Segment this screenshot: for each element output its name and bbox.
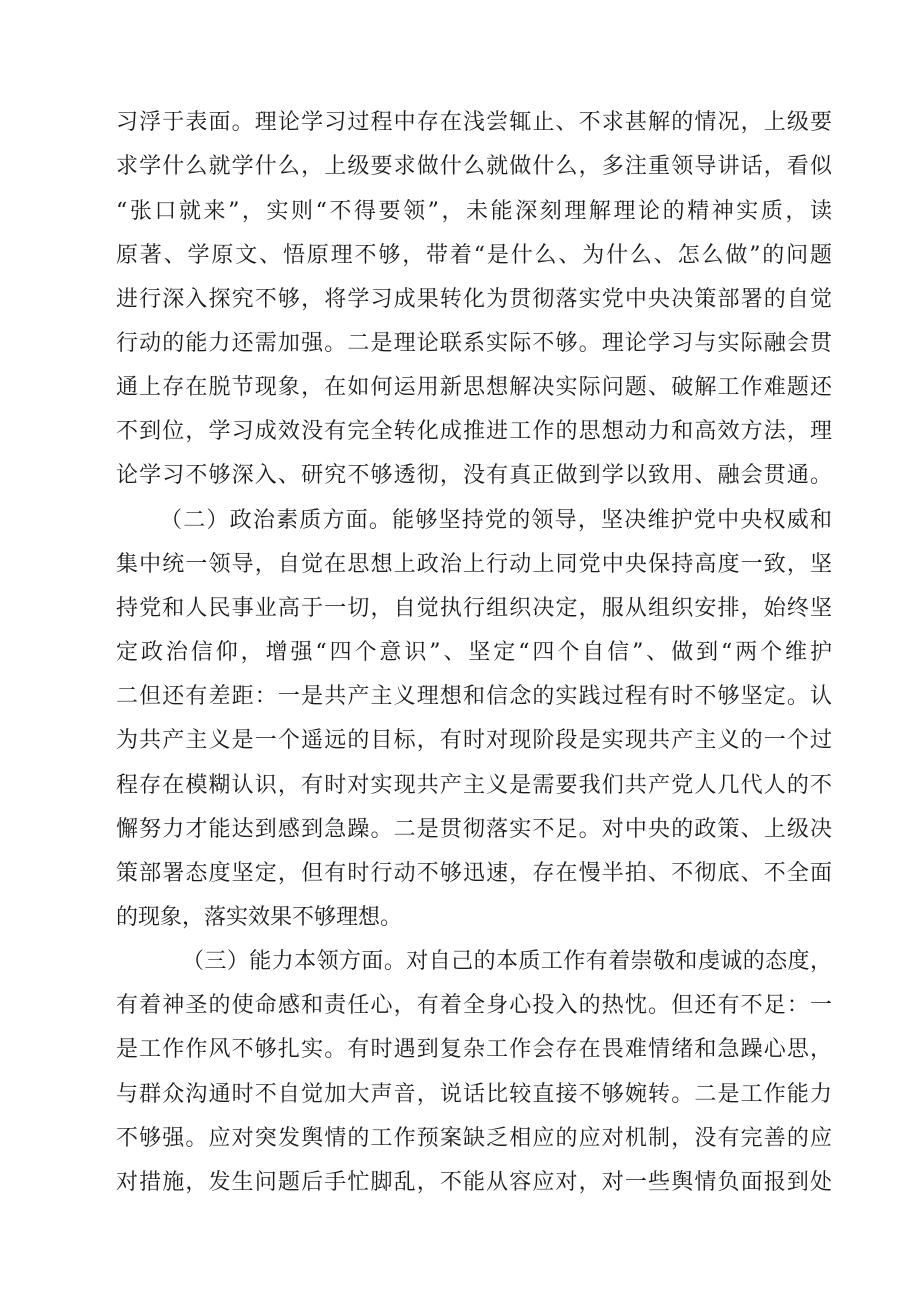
paragraph-line: （三）能力本领方面。对自己的本质工作有着崇敬和虔诚的态度， bbox=[182, 949, 832, 974]
paragraph-line: 与群众沟通时不自觉加大声音，说话比较直接不够婉转。二是工作能力 bbox=[116, 1082, 832, 1107]
paragraph-line: 不到位，学习成效没有完全转化成推进工作的思想动力和高效方法，理 bbox=[116, 419, 832, 444]
paragraph-line: 求学什么就学什么，上级要求做什么就做什么，多注重领导讲话，看似 bbox=[116, 154, 832, 179]
paragraph-line: 为共产主义是一个遥远的目标，有时对现阶段是实现共产主义的一个过 bbox=[116, 728, 832, 753]
paragraph-line: 进行深入探究不够，将学习成果转化为贯彻落实党中央决策部署的自觉 bbox=[116, 287, 832, 312]
paragraph-line: 持党和人民事业高于一切，自觉执行组织决定，服从组织安排，始终坚 bbox=[116, 596, 832, 621]
paragraph-line: “张口就来”，实则“不得要领”，未能深刻理解理论的精神实质，读 bbox=[116, 199, 832, 224]
paragraph-line: 原著、学原文、悟原理不够，带着“是什么、为什么、怎么做”的问题 bbox=[116, 243, 832, 268]
paragraph-line: 不够强。应对突发舆情的工作预案缺乏相应的应对机制，没有完善的应 bbox=[116, 1126, 832, 1151]
paragraph-line: 行动的能力还需加强。二是理论联系实际不够。理论学习与实际融会贯 bbox=[116, 331, 832, 356]
paragraph-line: 通上存在脱节现象，在如何运用新思想解决实际问题、破解工作难题还 bbox=[116, 375, 832, 400]
paragraph-line: 定政治信仰，增强“四个意识”、坚定“四个自信”、做到“两个维护 bbox=[116, 640, 832, 665]
paragraph-line: 的现象，落实效果不够理想。 bbox=[116, 905, 403, 930]
paragraph-line: 二但还有差距：一是共产主义理想和信念的实践过程有时不够坚定。认 bbox=[116, 684, 832, 709]
paragraph-line: 懈努力才能达到感到急躁。二是贯彻落实不足。对中央的政策、上级决 bbox=[116, 817, 832, 842]
paragraph-line: 是工作作风不够扎实。有时遇到复杂工作会存在畏难情绪和急躁心思， bbox=[116, 1037, 832, 1062]
paragraph-line: 习浮于表面。理论学习过程中存在浅尝辄止、不求甚解的情况，上级要 bbox=[116, 110, 832, 135]
paragraph-line: 程存在模糊认识，有时对实现共产主义是需要我们共产党人几代人的不 bbox=[116, 773, 832, 798]
paragraph-line: 论学习不够深入、研究不够透彻，没有真正做到学以致用、融会贯通。 bbox=[116, 463, 832, 488]
paragraph-line: 有着神圣的使命感和责任心，有着全身心投入的热忱。但还有不足：一 bbox=[116, 993, 832, 1018]
paragraph-line: （二）政治素质方面。能够坚持党的领导，坚决维护党中央权威和 bbox=[160, 508, 832, 533]
paragraph-line: 对措施，发生问题后手忙脚乱，不能从容应对，对一些舆情负面报到处 bbox=[116, 1170, 832, 1195]
paragraph-line: 策部署态度坚定，但有时行动不够迅速，存在慢半拍、不彻底、不全面 bbox=[116, 861, 832, 886]
paragraph-line: 集中统一领导，自觉在思想上政治上行动上同党中央保持高度一致，坚 bbox=[116, 552, 832, 577]
